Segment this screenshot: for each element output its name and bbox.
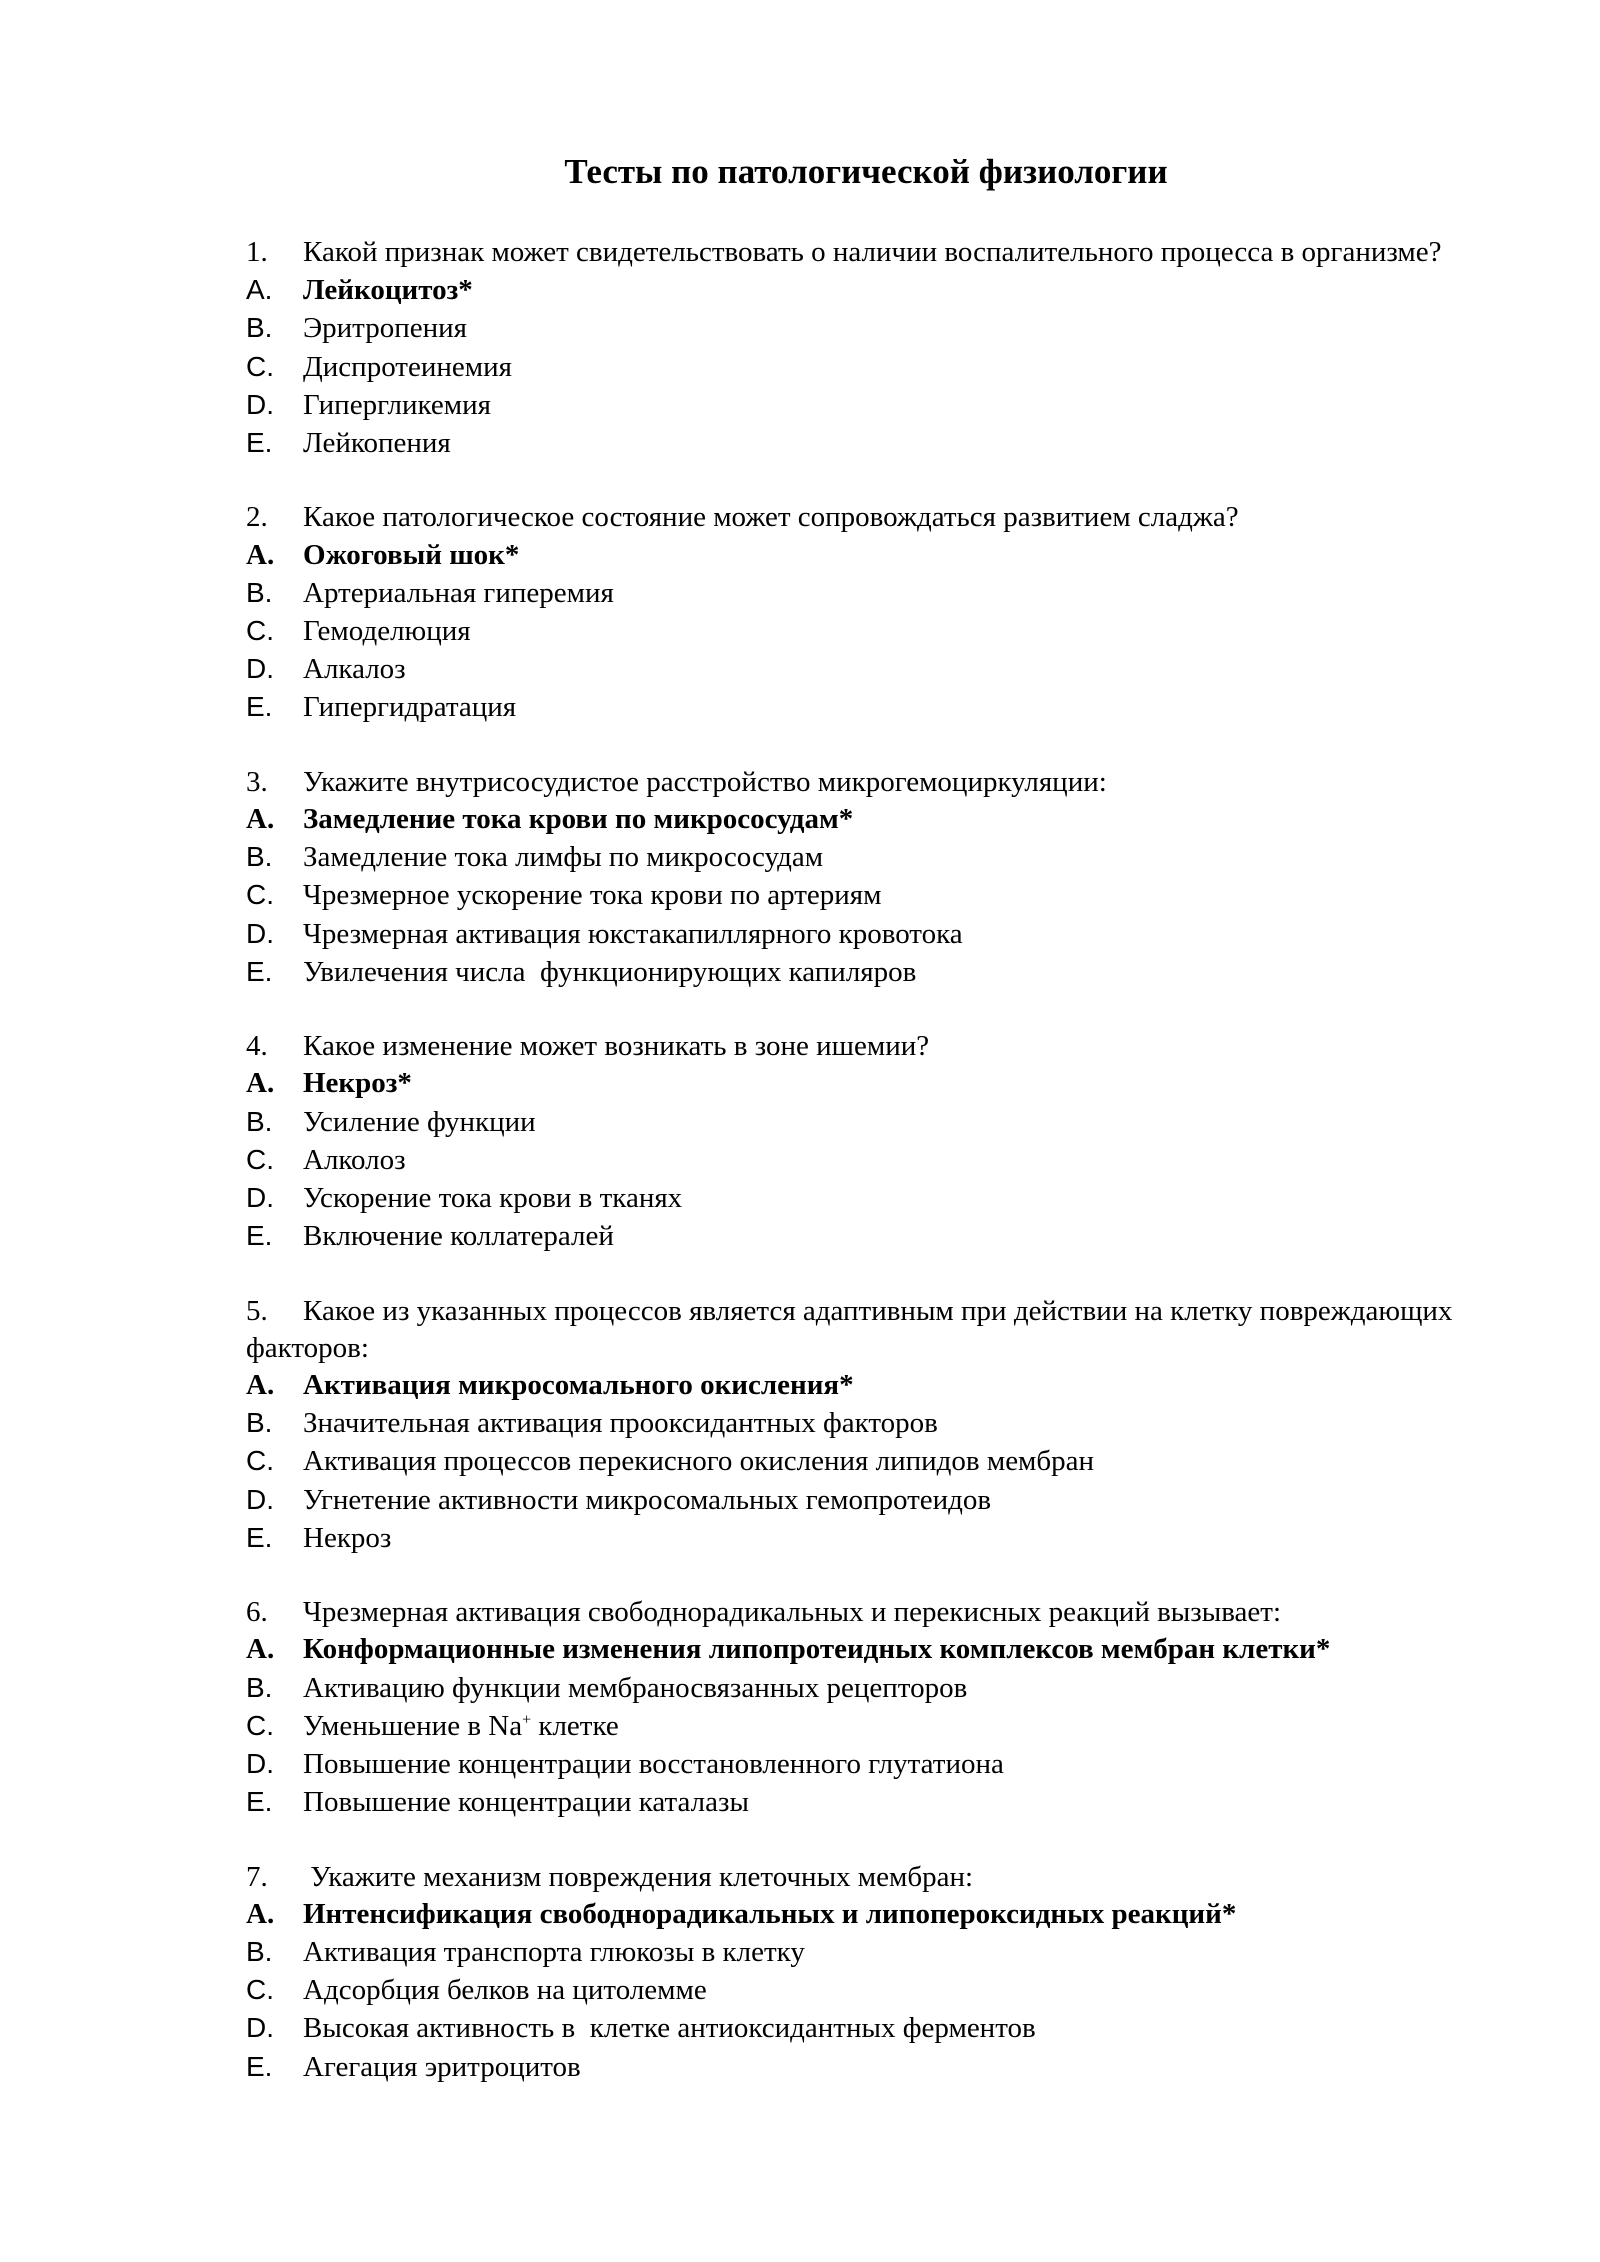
answer-option [246,574,1496,612]
option-letter: A. [246,1067,275,1100]
question-text [246,234,1496,271]
answer-option [246,1442,1496,1480]
answer-option [246,1519,1496,1557]
option-text: Гипергликемия [303,388,491,421]
answer-option [246,424,1496,462]
answer-option [246,1971,1496,2009]
option-letter: A. [246,1633,275,1666]
option-text: Активация микросомального окисления* [303,1369,854,1402]
option-letter: C. [246,615,274,647]
question-stem: Какое патологическое состояние может сопровождаться развитием сладжа? [303,501,1239,534]
option-text: Лейкоцитоз* [303,274,473,307]
option-text: Алкалоз [303,653,406,686]
answer-option [246,1707,1496,1745]
option-letter: B. [246,576,273,608]
option-letter: D. [246,1483,274,1515]
question-stem: Чрезмерная активация свободнорадикальных и перекисных реакций вызывает: [303,1596,1281,1629]
option-text: Угнетение активности микросомальных гемопротеидов [303,1483,992,1516]
option-letter: B. [246,1105,273,1137]
question-2 [246,499,1496,726]
answer-option-correct [246,1631,1496,1668]
question-text [246,1859,1496,1896]
option-text: Диспротеинемия [303,350,512,383]
option-letter: A. [246,1369,275,1402]
option-text: Активация транспорта глюкозы в клетку [303,1936,805,1969]
option-text: Некроз [303,1521,392,1554]
option-text: Активацию функции мембраносвязанных рецепторов [303,1671,968,1704]
question-4 [246,1028,1496,1255]
answer-option [246,915,1496,953]
option-text: Замедление тока лимфы по микрососудам [303,841,824,874]
page-title: Тесты по патологической физиологии [564,152,1168,191]
answer-option [246,1745,1496,1783]
option-letter: A. [246,538,275,571]
question-text [246,499,1496,536]
option-letter: E. [246,427,273,459]
option-text: Ускорение тока крови в тканях [303,1182,683,1215]
question-stem: Какой признак может свидетельствовать о наличии воспалительного процесса в организме? [303,236,1442,268]
option-text: Чрезмерная активация юкстакапиллярного кровотока [303,917,963,950]
question-number: 5. [246,1294,268,1327]
option-letter: D. [246,917,274,949]
answer-option [246,953,1496,991]
option-letter: A. [246,803,275,836]
answer-option [246,1481,1496,1519]
option-text: Высокая активность в клетке антиоксидантных ферментов [303,2012,1036,2045]
option-letter: C. [246,1445,274,1477]
option-text: Эритропения [303,312,467,345]
option-text: Лейкопения [303,427,451,460]
option-letter: D. [246,653,274,685]
option-letter: E. [246,1521,273,1553]
option-letter: E. [246,1220,273,1252]
question-text [246,764,1496,801]
question-number: 2. [246,501,268,534]
question-3 [246,764,1496,991]
option-letter: C. [246,879,274,911]
answer-option [246,2009,1496,2047]
option-letter: B. [246,841,273,873]
option-letter: C. [246,350,274,382]
answer-option [246,2048,1496,2086]
answer-option [246,348,1496,386]
option-letter: A. [246,1897,275,1930]
option-text: Включение коллатералей [303,1220,614,1253]
answer-option-correct [246,271,1496,309]
option-letter: A. [246,274,273,306]
answer-option [246,1933,1496,1971]
option-letter: B. [246,1936,273,1968]
option-letter: B. [246,1671,273,1703]
answer-option-correct [246,1065,1496,1102]
answer-option [246,1103,1496,1141]
question-stem: Укажите внутрисосудистое расстройство микрогемоциркуляции: [303,765,1107,798]
answer-option-correct [246,1896,1496,1933]
option-letter: C. [246,1143,274,1175]
option-text: Гипергидратация [303,691,517,724]
question-number: 3. [246,765,268,798]
option-text: Ожоговый шок* [303,538,520,571]
option-text: Алколоз [303,1143,406,1176]
answer-option [246,1179,1496,1217]
question-number: 1. [246,236,268,268]
answer-option [246,1141,1496,1179]
option-letter: D. [246,1182,274,1214]
question-stem: Какое изменение может возникать в зоне ишемии? [303,1030,930,1063]
answer-option [246,612,1496,650]
option-letter: D. [246,388,274,420]
option-text: Интенсификация свободнорадикальных и липопероксидных реакций* [303,1897,1237,1930]
answer-option [246,1669,1496,1707]
option-letter: E. [246,955,273,987]
option-letter: C. [246,1974,274,2006]
answer-option [246,1217,1496,1255]
answer-option [246,309,1496,347]
question-number: 4. [246,1030,268,1063]
option-text: Увилечения числа функционирующих капиляров [303,955,917,988]
question-text [246,1594,1496,1631]
option-text: Замедление тока крови по микрососудам* [303,803,854,836]
option-text: Адсорбция белков на цитолемме [303,1974,707,2007]
test-body [246,234,1496,2123]
question-stem: Какое из указанных процессов является адаптивным при действии на клетку повреждающих факторов: [246,1294,1453,1364]
option-letter: D. [246,2012,274,2044]
option-text: Значительная активация прооксидантных факторов [303,1407,938,1440]
question-text [246,1028,1496,1065]
question-1 [246,234,1496,462]
option-letter: B. [246,1407,273,1439]
option-text: Усиление функции [303,1105,536,1138]
answer-option-correct [246,1367,1496,1404]
question-7 [246,1859,1496,2086]
answer-option [246,386,1496,424]
option-letter: E. [246,691,273,723]
option-text: Гемоделюция [303,615,471,648]
answer-option-correct [246,801,1496,838]
option-text: Конформационные изменения липопротеидных комплексов мембран клетки* [303,1633,1331,1666]
answer-option [246,1404,1496,1442]
option-text: Повышение концентрации каталазы [303,1786,749,1819]
answer-option [246,1783,1496,1821]
option-text: Уменьшение в Na [303,1709,523,1742]
question-6 [246,1594,1496,1821]
option-text: Чрезмерное ускорение тока крови по артериям [303,879,882,912]
superscript-plus: + [522,1711,532,1729]
question-number: 6. [246,1596,268,1629]
option-text: Артериальная гиперемия [303,576,614,609]
question-number: 7. [246,1860,268,1893]
option-letter: C. [246,1709,274,1741]
answer-option [246,876,1496,914]
question-5 [246,1293,1496,1557]
option-letter: D. [246,1748,274,1780]
option-text-after: клетке [531,1709,619,1742]
answer-option [246,688,1496,726]
option-letter: E. [246,1786,273,1818]
option-text: Активация процессов перекисного окисления липидов мембран [303,1445,1095,1478]
option-text: Повышение концентрации восстановленного глутатиона [303,1748,1004,1781]
answer-option [246,838,1496,876]
option-letter: B. [246,312,273,344]
question-stem: Укажите механизм повреждения клеточных мембран: [303,1860,974,1893]
option-letter: E. [246,2050,273,2082]
answer-option [246,650,1496,688]
answer-option-correct [246,537,1496,574]
question-text [246,1293,1496,1367]
option-text: Некроз* [303,1067,412,1100]
option-text: Агегация эритроцитов [303,2050,581,2083]
